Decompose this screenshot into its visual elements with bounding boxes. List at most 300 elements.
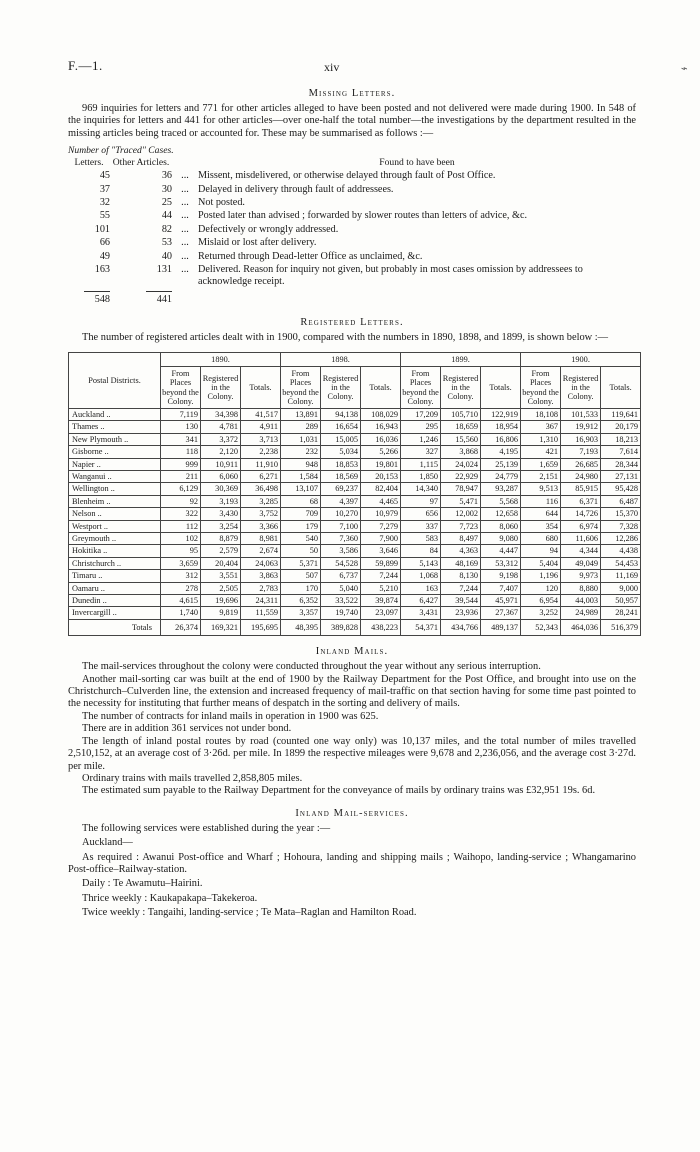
subheader-incolony-1900: Registered in the Colony.: [561, 367, 601, 409]
district-value: 2,674: [241, 545, 281, 557]
row-other: 131: [156, 263, 172, 275]
table-row: [69, 520, 641, 532]
totals-value: 516,379: [601, 619, 641, 635]
district-value: 295: [401, 421, 441, 433]
subheader-incolony-1899: Registered in the Colony.: [441, 367, 481, 409]
district-value: 10,979: [361, 508, 401, 520]
district-value: 14,726: [561, 508, 601, 520]
table-row: [69, 533, 641, 545]
district-value: 24,063: [241, 557, 281, 569]
district-value: 4,465: [361, 495, 401, 507]
district-value: 78,947: [441, 483, 481, 495]
district-value: 16,654: [321, 421, 361, 433]
district-value: 23,097: [361, 607, 401, 619]
table-row: [68, 223, 636, 236]
district-value: 2,783: [241, 582, 281, 594]
district-value: 19,801: [361, 458, 401, 470]
district-value: 20,153: [361, 470, 401, 482]
district-value: 327: [401, 446, 441, 458]
district-value: 1,850: [401, 470, 441, 482]
table-row: [68, 183, 636, 196]
district-value: 4,911: [241, 421, 281, 433]
district-value: 118: [161, 446, 201, 458]
section-title-inland-mails: Inland Mails.: [315, 646, 389, 658]
district-value: 7,119: [161, 408, 201, 420]
district-value: 6,427: [401, 595, 441, 607]
district-value: 3,252: [521, 607, 561, 619]
district-value: 130: [161, 421, 201, 433]
district-value: 367: [521, 421, 561, 433]
row-description: Missent, misdelivered, or otherwise delayed through fault of Post Office.: [198, 170, 496, 182]
district-name: Timaru ..: [69, 570, 161, 582]
district-value: 50,957: [601, 595, 641, 607]
row-dots: ...: [181, 170, 189, 182]
table-row: [69, 582, 641, 594]
table-row: [69, 483, 641, 495]
district-value: 10,911: [201, 458, 241, 470]
district-value: 3,366: [241, 520, 281, 532]
district-value: 1,068: [401, 570, 441, 582]
district-value: 3,863: [241, 570, 281, 582]
district-value: 20,179: [601, 421, 641, 433]
subheader-incolony-1890: Registered in the Colony.: [201, 367, 241, 409]
district-value: 4,781: [201, 421, 241, 433]
district-value: 41,517: [241, 408, 281, 420]
district-value: 6,487: [601, 495, 641, 507]
header-year-1899: 1899.: [401, 352, 521, 366]
district-value: 312: [161, 570, 201, 582]
district-value: 6,737: [321, 570, 361, 582]
district-value: 45,971: [481, 595, 521, 607]
header-year-1890: 1890.: [161, 352, 281, 366]
other-rule: [146, 291, 172, 292]
inland-mail-services-line-4: Twice weekly : Tangaihi, landing-service ; Te Mata–Raglan and Hamilton Road.: [82, 907, 417, 919]
district-value: 20,404: [201, 557, 241, 569]
district-value: 28,344: [601, 458, 641, 470]
district-value: 11,559: [241, 607, 281, 619]
district-value: 33,522: [321, 595, 361, 607]
row-letters: 101: [94, 223, 110, 235]
col-spacer: [172, 156, 198, 169]
inland-mails-paragraph-6: Ordinary trains with mails travelled 2,858,805 miles.: [82, 772, 303, 784]
row-letters: 32: [99, 196, 110, 208]
district-value: 105,710: [441, 408, 481, 420]
row-letters: 37: [99, 183, 110, 195]
district-value: 11,606: [561, 533, 601, 545]
district-name: Nelson ..: [69, 508, 161, 520]
table-row: [69, 557, 641, 569]
district-value: 8,879: [201, 533, 241, 545]
district-value: 15,560: [441, 433, 481, 445]
district-value: 7,900: [361, 533, 401, 545]
district-value: 5,471: [441, 495, 481, 507]
district-value: 680: [521, 533, 561, 545]
district-value: 3,430: [201, 508, 241, 520]
district-value: 7,100: [321, 520, 361, 532]
district-value: 50: [281, 545, 321, 557]
district-value: 507: [281, 570, 321, 582]
district-value: 69,237: [321, 483, 361, 495]
row-letters: 55: [99, 210, 110, 222]
table-row: [69, 421, 641, 433]
table-row: [68, 170, 636, 183]
row-dots: ...: [181, 210, 189, 222]
district-value: 16,036: [361, 433, 401, 445]
table-row: [69, 470, 641, 482]
district-value: 116: [521, 495, 561, 507]
district-value: 9,198: [481, 570, 521, 582]
row-other: 44: [161, 210, 172, 222]
row-other: 53: [161, 237, 172, 249]
district-value: 12,002: [441, 508, 481, 520]
district-value: 7,407: [481, 582, 521, 594]
district-value: 15,005: [321, 433, 361, 445]
district-value: 92: [161, 495, 201, 507]
row-description: Posted later than advised ; forwarded by slower routes than letters of advice, &c.: [198, 210, 528, 222]
row-letters: 66: [99, 237, 110, 249]
totals-value: 48,395: [281, 619, 321, 635]
district-value: 19,740: [321, 607, 361, 619]
traced-cases-header-row: [68, 156, 636, 169]
district-value: 15,370: [601, 508, 641, 520]
district-value: 4,344: [561, 545, 601, 557]
district-value: 24,989: [561, 607, 601, 619]
district-value: 119,641: [601, 408, 641, 420]
district-value: 85,915: [561, 483, 601, 495]
totals-value: 54,371: [401, 619, 441, 635]
district-value: 5,210: [361, 582, 401, 594]
district-value: 18,213: [601, 433, 641, 445]
district-value: 656: [401, 508, 441, 520]
district-value: 54,528: [321, 557, 361, 569]
district-value: 108,029: [361, 408, 401, 420]
district-value: 18,954: [481, 421, 521, 433]
header-year-1900: 1900.: [521, 352, 641, 366]
inland-mail-services-line-1: As required : Awanui Post-office and Wharf ; Hohoura, landing and shipping mails ; Waihopo, landing-service ; Whangamarino Post-office–Railway-station.: [68, 851, 636, 875]
row-letters: 45: [99, 170, 110, 182]
row-other: 30: [161, 183, 172, 195]
subheader-beyond-1890: From Places beyond the Colony.: [161, 367, 201, 409]
col-found-header: Found to have been: [379, 156, 455, 168]
district-value: 337: [401, 520, 441, 532]
table-row: [69, 458, 641, 470]
district-value: 19,912: [561, 421, 601, 433]
missing-letters-paragraph: 969 inquiries for letters and 771 for other articles alleged to have been posted and not delivered were made during 1900. In 548 of the inquiries for letters and 441 for other articles—over one-half the total number—the investigations by the department resulted in the missing articles being traced or accounted for. These may be summarised as follows :—: [68, 103, 636, 139]
district-name: Thames ..: [69, 421, 161, 433]
district-value: 644: [521, 508, 561, 520]
district-value: 3,752: [241, 508, 281, 520]
district-value: 16,943: [361, 421, 401, 433]
row-other: 82: [161, 223, 172, 235]
table-row: [68, 237, 636, 250]
district-value: 18,659: [441, 421, 481, 433]
margin-mark-icon: ⌁: [680, 62, 689, 76]
district-name: Wellington ..: [69, 483, 161, 495]
table-row: [69, 570, 641, 582]
district-value: 54,453: [601, 557, 641, 569]
district-value: 36,498: [241, 483, 281, 495]
section-title-registered-letters: Registered Letters.: [300, 316, 404, 328]
totals-value: 489,137: [481, 619, 521, 635]
subheader-beyond-1899: From Places beyond the Colony.: [401, 367, 441, 409]
district-value: 53,312: [481, 557, 521, 569]
totals-value: 464,036: [561, 619, 601, 635]
inland-mail-services-line-2: Daily : Te Awamutu–Hairini.: [82, 878, 203, 890]
table-row: [69, 446, 641, 458]
table-row: [69, 408, 641, 420]
district-value: 93,287: [481, 483, 521, 495]
district-value: 3,586: [321, 545, 361, 557]
registered-letters-table: [68, 352, 641, 636]
district-value: 5,266: [361, 446, 401, 458]
district-value: 95,428: [601, 483, 641, 495]
totals-value: 195,695: [241, 619, 281, 635]
district-value: 12,658: [481, 508, 521, 520]
district-value: 24,980: [561, 470, 601, 482]
district-value: 3,254: [201, 520, 241, 532]
total-other: 441: [156, 293, 172, 305]
district-value: 170: [281, 582, 321, 594]
district-value: 49,049: [561, 557, 601, 569]
inland-mails-paragraph-4: There are in addition 361 services not under bond.: [82, 723, 292, 735]
district-value: 3,551: [201, 570, 241, 582]
district-value: 4,615: [161, 595, 201, 607]
district-value: 3,646: [361, 545, 401, 557]
district-name: Auckland ..: [69, 408, 161, 420]
district-value: 5,371: [281, 557, 321, 569]
subheader-beyond-1900: From Places beyond the Colony.: [521, 367, 561, 409]
district-value: 94: [521, 545, 561, 557]
district-value: 2,120: [201, 446, 241, 458]
district-value: 9,973: [561, 570, 601, 582]
inland-mails-paragraph-3: The number of contracts for inland mails in operation in 1900 was 625.: [82, 710, 379, 722]
district-value: 3,372: [201, 433, 241, 445]
row-dots: ...: [181, 183, 189, 195]
district-name: Wanganui ..: [69, 470, 161, 482]
totals-value: 434,766: [441, 619, 481, 635]
letters-rule: [84, 291, 110, 292]
header-year-1898: 1898.: [281, 352, 401, 366]
district-name: Gisborne ..: [69, 446, 161, 458]
district-value: 7,328: [601, 520, 641, 532]
registered-letters-table-wrap: [68, 352, 639, 636]
district-name: Invercargill ..: [69, 607, 161, 619]
district-value: 7,193: [561, 446, 601, 458]
district-value: 13,107: [281, 483, 321, 495]
subheader-beyond-1898: From Places beyond the Colony.: [281, 367, 321, 409]
district-value: 5,040: [321, 582, 361, 594]
district-value: 3,193: [201, 495, 241, 507]
district-value: 1,659: [521, 458, 561, 470]
table-totals-row: [69, 619, 641, 635]
district-value: 28,241: [601, 607, 641, 619]
district-value: 4,438: [601, 545, 641, 557]
section-title-missing-letters: Missing Letters.: [308, 88, 396, 99]
totals-value: 438,223: [361, 619, 401, 635]
district-value: 102: [161, 533, 201, 545]
district-value: 540: [281, 533, 321, 545]
district-value: 1,031: [281, 433, 321, 445]
row-description: Delayed in delivery through fault of addressees.: [198, 183, 394, 195]
district-value: 7,244: [441, 582, 481, 594]
table-row: [69, 433, 641, 445]
subheader-totals-1898: Totals.: [361, 367, 401, 409]
inland-mails-paragraph-1: The mail-services throughout the colony were conducted throughout the year without any serious interruption.: [82, 661, 541, 673]
district-value: 39,544: [441, 595, 481, 607]
district-value: 278: [161, 582, 201, 594]
district-value: 7,723: [441, 520, 481, 532]
district-value: 18,569: [321, 470, 361, 482]
district-value: 59,899: [361, 557, 401, 569]
page-content: [68, 58, 639, 922]
district-value: 8,060: [481, 520, 521, 532]
district-value: 3,868: [441, 446, 481, 458]
district-value: 421: [521, 446, 561, 458]
totals-label: Totals: [69, 619, 161, 635]
district-value: 4,195: [481, 446, 521, 458]
district-value: 19,696: [201, 595, 241, 607]
district-value: 4,363: [441, 545, 481, 557]
registered-letters-paragraph: The number of registered articles dealt with in 1900, compared with the numbers in 1890, 1898, and 1899, is shown below :—: [82, 331, 609, 343]
district-name: Napier ..: [69, 458, 161, 470]
registered-letters-body: [69, 408, 641, 635]
table-row: [69, 508, 641, 520]
district-value: 120: [521, 582, 561, 594]
district-value: 3,285: [241, 495, 281, 507]
district-value: 13,891: [281, 408, 321, 420]
district-name: Oamaru ..: [69, 582, 161, 594]
district-value: 1,584: [281, 470, 321, 482]
district-value: 7,244: [361, 570, 401, 582]
district-value: 5,143: [401, 557, 441, 569]
row-description: Defectively or wrongly addressed.: [198, 223, 339, 235]
district-value: 1,246: [401, 433, 441, 445]
district-value: 82,404: [361, 483, 401, 495]
table-header-years: [69, 352, 641, 366]
totals-value: 26,374: [161, 619, 201, 635]
district-value: 10,270: [321, 508, 361, 520]
district-value: 39,874: [361, 595, 401, 607]
district-value: 34,398: [201, 408, 241, 420]
page-number: xiv: [324, 60, 340, 74]
district-value: 6,271: [241, 470, 281, 482]
district-value: 163: [401, 582, 441, 594]
subheader-totals-1890: Totals.: [241, 367, 281, 409]
row-description: Mislaid or lost after delivery.: [198, 237, 317, 249]
district-value: 2,151: [521, 470, 561, 482]
district-value: 3,357: [281, 607, 321, 619]
document-code: F.—1.: [68, 58, 103, 73]
district-value: 97: [401, 495, 441, 507]
table-row: [68, 250, 636, 263]
row-letters: 49: [99, 250, 110, 262]
district-value: 9,513: [521, 483, 561, 495]
row-dots: ...: [181, 223, 189, 235]
district-value: 9,080: [481, 533, 521, 545]
inland-mail-services-intro: The following services were established during the year :—: [82, 822, 331, 834]
row-description: Returned through Dead-letter Office as unclaimed, &c.: [198, 250, 423, 262]
totals-value: 169,321: [201, 619, 241, 635]
inland-mail-services-region: Auckland—: [82, 837, 133, 849]
district-value: 101,533: [561, 408, 601, 420]
table-row: [68, 210, 636, 223]
subheader-totals-1900: Totals.: [601, 367, 641, 409]
district-name: Westport ..: [69, 520, 161, 532]
district-value: 232: [281, 446, 321, 458]
district-value: 112: [161, 520, 201, 532]
district-value: 5,404: [521, 557, 561, 569]
district-value: 8,880: [561, 582, 601, 594]
district-value: 22,929: [441, 470, 481, 482]
district-value: 179: [281, 520, 321, 532]
district-value: 95: [161, 545, 201, 557]
district-value: 6,129: [161, 483, 201, 495]
traced-cases-caption: Number of "Traced" Cases.: [68, 145, 174, 157]
district-name: Christchurch ..: [69, 557, 161, 569]
section-title-inland-mail-services: Inland Mail-services.: [295, 807, 409, 819]
district-value: 4,447: [481, 545, 521, 557]
col-letters-header: Letters.: [74, 156, 104, 168]
inland-mail-services-line-3: Thrice weekly : Kaukapakapa–Takekeroa.: [82, 892, 258, 904]
district-value: 16,903: [561, 433, 601, 445]
district-value: 27,367: [481, 607, 521, 619]
table-row: [69, 595, 641, 607]
inland-mails-paragraph-7: The estimated sum payable to the Railway Department for the conveyance of mails by ordinary trains was £32,951 19s. 6d.: [82, 785, 596, 797]
district-value: 7,614: [601, 446, 641, 458]
district-value: 289: [281, 421, 321, 433]
district-value: 12,286: [601, 533, 641, 545]
total-letters: 548: [94, 293, 110, 305]
district-value: 16,806: [481, 433, 521, 445]
traced-cases-table: [68, 156, 636, 306]
subheader-totals-1899: Totals.: [481, 367, 521, 409]
inland-mails-paragraph-2: Another mail-sorting car was built at the end of 1900 by the Railway Department for the Post Office, and brought into use on the Christchurch–Culverden line, the extension and increased frequency of mail-traffic on that section having for some time past pointed to the necessity for instituting that further means of despatch in the sorting and delivery of mails.: [68, 673, 636, 710]
inland-mails-block: [68, 661, 636, 797]
district-value: 2,238: [241, 446, 281, 458]
district-name: Dunedin ..: [69, 595, 161, 607]
district-value: 24,024: [441, 458, 481, 470]
district-value: 3,431: [401, 607, 441, 619]
district-value: 8,130: [441, 570, 481, 582]
district-value: 27,131: [601, 470, 641, 482]
district-value: 2,505: [201, 582, 241, 594]
col-other-articles-header: Other Articles.: [112, 156, 170, 168]
header-postal-districts: Postal Districts.: [69, 352, 161, 408]
table-row: [69, 607, 641, 619]
totals-value: 52,343: [521, 619, 561, 635]
district-value: 5,568: [481, 495, 521, 507]
district-value: 25,139: [481, 458, 521, 470]
row-other: 40: [161, 250, 172, 262]
district-value: 2,579: [201, 545, 241, 557]
row-description: Not posted.: [198, 196, 245, 208]
row-other: 25: [161, 196, 172, 208]
district-value: 9,000: [601, 582, 641, 594]
table-row: [68, 263, 636, 289]
district-name: Hokitika ..: [69, 545, 161, 557]
district-value: 709: [281, 508, 321, 520]
district-value: 354: [521, 520, 561, 532]
subheader-incolony-1898: Registered in the Colony.: [321, 367, 361, 409]
district-value: 1,115: [401, 458, 441, 470]
page-header: [68, 58, 636, 78]
district-value: 7,360: [321, 533, 361, 545]
row-dots: ...: [181, 196, 189, 208]
district-value: 8,497: [441, 533, 481, 545]
district-value: 6,060: [201, 470, 241, 482]
district-value: 8,981: [241, 533, 281, 545]
district-name: Greymouth ..: [69, 533, 161, 545]
